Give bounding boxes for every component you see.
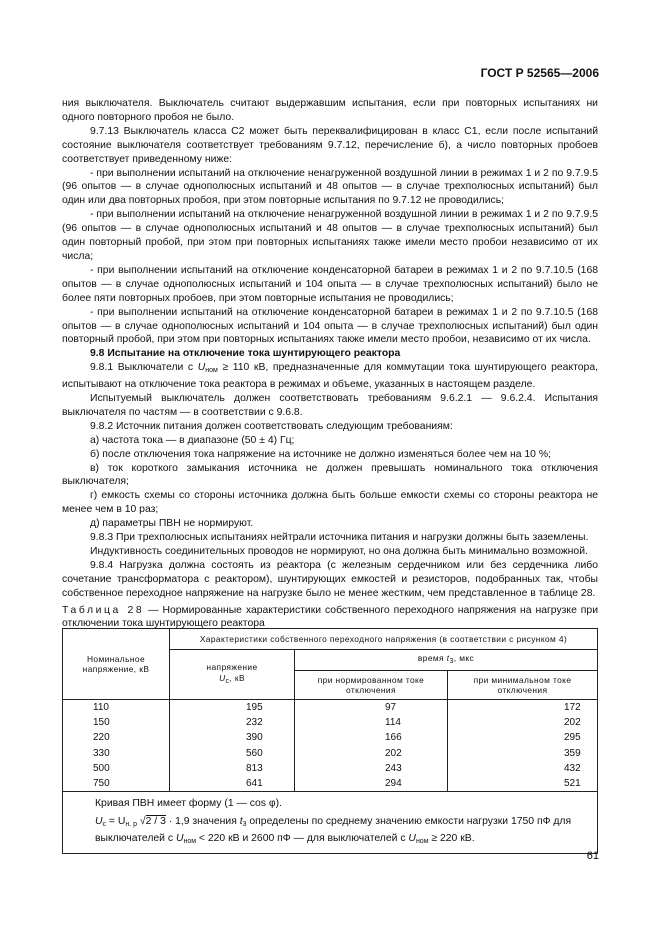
subscript: н. р [125, 821, 138, 829]
paragraph: Индуктивность соединительных проводов не нормируют, но она должна быть минимально возможной. [90, 546, 588, 557]
cell-voltage: 641 [170, 776, 295, 792]
cell-nominal: 150 [63, 715, 170, 730]
subscript: ном [183, 838, 197, 846]
list-item: а) частота тока — в диапазоне (50 ± 4) Гц; [90, 434, 295, 446]
cell-nominal: 500 [63, 761, 170, 776]
symbol: t [239, 816, 243, 828]
cell-time-minimal: 521 [448, 776, 598, 792]
cell-nominal: 750 [63, 776, 170, 792]
table-caption-text: — Нормированные характеристики собственного переходного напряжения на нагрузке при отключении тока шунтирующего реактора [62, 605, 599, 629]
paragraph: 9.8.2 Источник питания должен соответствовать следующим требованиям: [90, 420, 453, 432]
table-label: Таблица 28 [62, 605, 145, 616]
subscript: ном [415, 838, 429, 846]
header-time-minimal: при минимальном токе отключения [448, 671, 598, 700]
list-item: б) после отключения тока напряжение на источнике не должно изменяться более чем на 10 %; [90, 448, 551, 460]
subscript: ном [205, 367, 218, 375]
cell-voltage: 390 [170, 730, 295, 745]
symbol: U [219, 672, 226, 683]
table-notes [63, 792, 598, 854]
cell-time-minimal: 295 [448, 730, 598, 745]
paragraph: 9.8.4 Нагрузка должна состоять из реактора (с железным сердечником или без сердечника либо сочетание трансформатора с реактором), шунтирующих емкостей и резисторов, подобранных так, чтобы собственное переходное напряжение на нагрузке было не менее жестким, чем представленное в таблице 28. [62, 559, 598, 599]
subscript: 3 [242, 821, 247, 829]
cell-nominal: 330 [63, 746, 170, 761]
text: ≥ 220 кВ. [428, 833, 475, 845]
list-item: д) параметры ПВН не нормируют. [90, 518, 254, 530]
text: 9.8.1 Выключатели с [90, 362, 198, 374]
table-row [63, 730, 598, 745]
subscript: 3 [449, 657, 454, 665]
cell-voltage: 560 [170, 746, 295, 761]
cell-time-nominal: 294 [295, 776, 448, 792]
list-item: - при выполнении испытаний на отключение ненагруженной воздушной линии в режимах 1 и 2 по 9.7.9.5 (96 опытов — в случае однополюсных испытаний и 48 опытов — в случае трехполюсных испытаний) был один повторный пробой, при этом при повторных испытаниях также имели место пробои независимо от их числа; [62, 209, 598, 262]
list-item: - при выполнении испытаний на отключение ненагруженной воздушной линии в режимах 1 и 2 по 9.7.9.5 (96 опытов — в случае однополюсных испытаний и 48 опытов — в случае трехполюсных испытаний) был один или два повторных пробоя, при этом повторные испытания по 9.7.12 не проводились; [62, 167, 598, 207]
cell-time-minimal: 172 [448, 700, 598, 716]
list-item: г) емкость схемы со стороны источника должна быть больше емкости схемы со стороны реактора не менее чем в 10 раз; [62, 490, 598, 516]
header-time [295, 650, 598, 671]
text: время [417, 652, 447, 663]
text: ≥ 110 кВ, предназначенные для коммутации тока шунтирующего реактора, испытывают на отключение тока реактора в режимах и объеме, указанных в настоящем разделе. [62, 362, 598, 391]
subscript: c [102, 821, 107, 829]
header-voltage-label: напряжение [206, 662, 258, 672]
list-item: - при выполнении испытаний на отключение конденсаторной батареи в режимах 1 и 2 по 9.7.10.5 (168 опытов — в случае однополюсных испытаний и 104 опыта — в случае трехполюсных испытаний) было не более пяти повторных пробоев, при этом повторные испытания не проводились; [62, 264, 598, 304]
cell-time-minimal: 432 [448, 761, 598, 776]
paragraph [62, 361, 598, 392]
cell-time-minimal: 202 [448, 715, 598, 730]
symbol: U [175, 833, 184, 845]
header-time-nominal: при нормированном токе отключения [295, 671, 448, 700]
cell-voltage: 232 [170, 715, 295, 730]
note-formula [73, 815, 587, 849]
cell-time-nominal: 202 [295, 746, 448, 761]
table-row [63, 776, 598, 792]
cell-nominal: 110 [63, 700, 170, 716]
header-group: Характеристики собственного переходного напряжения (в соответствии с рисунком 4) [170, 629, 598, 650]
paragraph: 9.8.3 При трехполюсных испытаниях нейтрали источника питания и нагрузки должны быть заземлены. [90, 532, 589, 544]
section-heading: 9.8 Испытание на отключение тока шунтирующего реактора [90, 348, 401, 360]
cell-time-nominal: 114 [295, 715, 448, 730]
text: < 220 кВ и 2600 пФ — для выключателей с [196, 833, 409, 845]
table-caption [62, 604, 598, 630]
cell-nominal: 220 [63, 730, 170, 745]
table-28 [62, 628, 598, 854]
cell-time-nominal: 243 [295, 761, 448, 776]
list-item: в) ток короткого замыкания источника не должен превышать номинального тока отключения выключателя; [62, 462, 598, 488]
table-row [63, 761, 598, 776]
table-row [63, 715, 598, 730]
symbol: t [446, 652, 450, 663]
sqrt-sign: √ [137, 816, 146, 828]
sqrt-radicand: 2 / 3 [145, 816, 166, 828]
subscript: c [225, 677, 230, 685]
paragraph: Испытуемый выключатель должен соответствовать требованиям 9.6.2.1 — 9.6.2.4. Испытания выключателя по частям — в соответствии с 9.6.8. [62, 393, 598, 418]
unit: , мкс [453, 652, 475, 663]
symbol: U [197, 362, 206, 374]
cell-time-minimal: 359 [448, 746, 598, 761]
page-number: 61 [586, 850, 599, 862]
text: определены по среднему значению емкости нагрузки 1750 пФ для выключателей с [95, 816, 572, 845]
note-curve-form: Кривая ПВН имеет форму (1 — cos φ). [95, 798, 282, 810]
text: · 1,9 значения [165, 816, 240, 828]
symbol: U [95, 816, 103, 828]
paragraph: ния выключателя. Выключатель считают выдержавшим испытания, если при повторных испытаниях ни одного повторного пробоя не было. [62, 98, 598, 123]
cell-voltage: 813 [170, 761, 295, 776]
table-row [63, 700, 598, 716]
body-text [62, 97, 598, 601]
cell-time-nominal: 166 [295, 730, 448, 745]
unit: , кВ [229, 672, 245, 683]
cell-voltage: 195 [170, 700, 295, 716]
text: = U [106, 816, 126, 828]
symbol: U [408, 833, 416, 845]
list-item: - при выполнении испытаний на отключение конденсаторной батареи в режимах 1 и 2 по 9.7.10.5 (168 опытов — в случае однополюсных испытаний и 104 опыта — в случае трехполюсных испытаний) был один повторный пробой, при этом при повторных испытаниях также имели место пробои, независимо от их числа. [62, 306, 598, 346]
document-id: ГОСТ Р 52565—2006 [480, 66, 599, 80]
table-row [63, 746, 598, 761]
paragraph: 9.7.13 Выключатель класса С2 может быть переквалифицирован в класс С1, если после испытаний состояние выключателя соответствует требованиям 9.7.12, перечисление б), а число повторных пробоев соответствует приведенному ниже: [62, 125, 598, 165]
header-voltage [170, 650, 295, 700]
cell-time-nominal: 97 [295, 700, 448, 716]
header-nominal-voltage: Номинальное напряжение, кВ [63, 629, 170, 700]
